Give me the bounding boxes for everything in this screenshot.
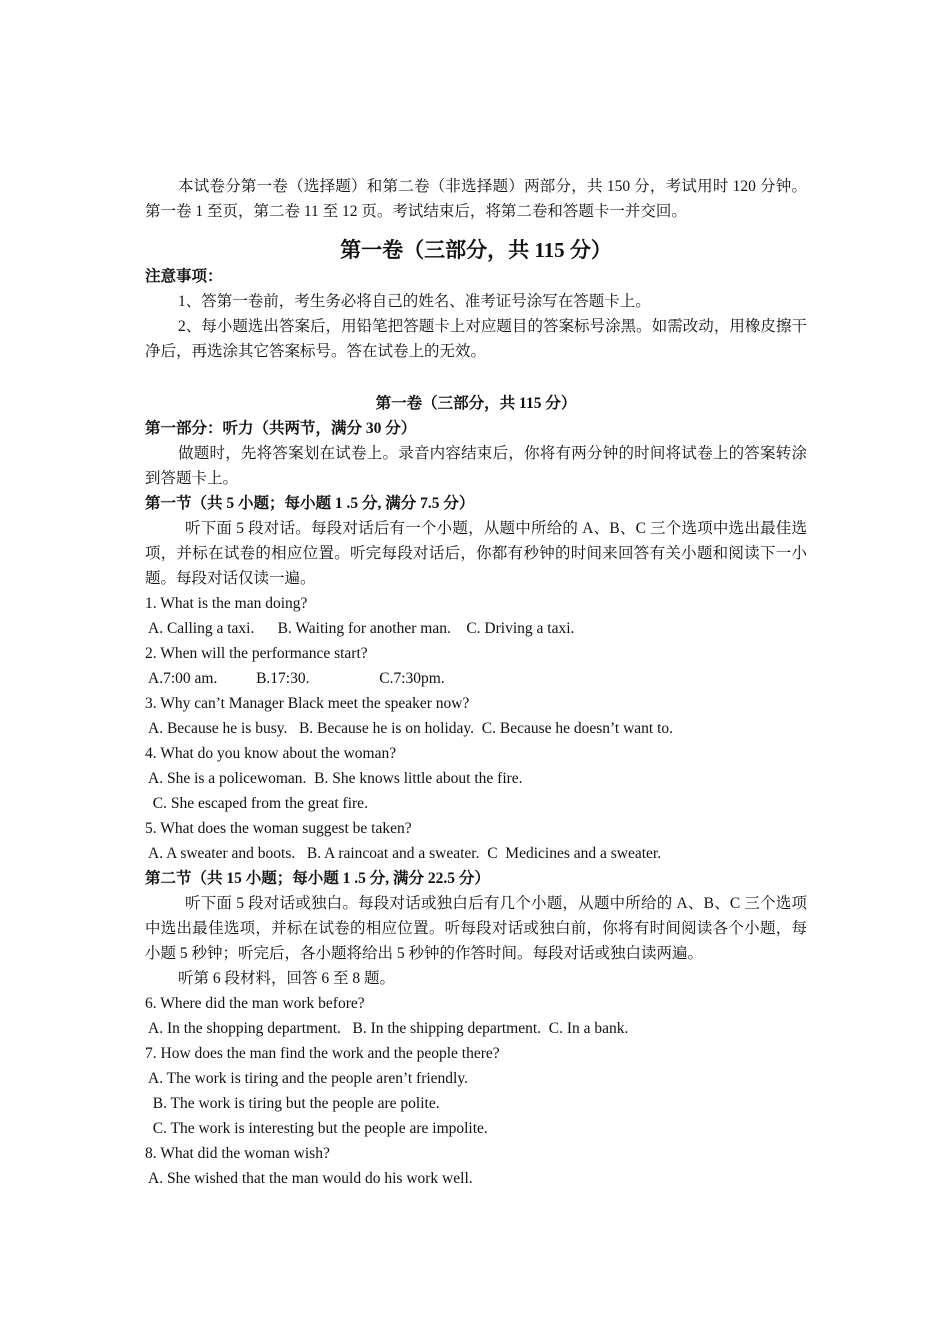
- exam-page: [145, 174, 807, 1191]
- question-2-options: A.7:00 am. B.17:30. C.7:30pm.: [145, 670, 445, 687]
- question-1: 1. What is the man doing?: [145, 595, 308, 612]
- section1-instruction: 听下面 5 段对话。每段对话后有一个小题，从题中所给的 A、B、C 三个选项中选出最佳选项，并标在试卷的相应位置。听完每段对话后，你都有秒钟的时间来回答有关小题和阅读下一小题。每段对话仅读一遍。: [145, 520, 807, 587]
- question-4-options-line-1: A. She is a policewoman. B. She knows little about the fire.: [145, 770, 523, 787]
- section1-questions: [145, 591, 807, 866]
- question-8-option-a: A. She wished that the man would do his work well.: [145, 1170, 473, 1187]
- question-4: 4. What do you know about the woman?: [145, 745, 397, 762]
- question-7-option-c: C. The work is interesting but the people are impolite.: [145, 1120, 488, 1137]
- question-8: 8. What did the woman wish?: [145, 1145, 330, 1162]
- notice-item-2: 2、每小题选出答案后，用铅笔把答题卡上对应题目的答案标号涂黑。如需改动，用橡皮擦干净后，再选涂其它答案标号。答在试卷上的无效。: [145, 318, 807, 360]
- part1-instruction: 做题时，先将答案划在试卷上。录音内容结束后，你将有两分钟的时间将试卷上的答案转涂到答题卡上。: [145, 445, 807, 487]
- sub-title: 第一卷（三部分，共 115 分）: [375, 395, 577, 412]
- notice-heading: 注意事项：: [145, 268, 223, 285]
- main-title: 第一卷（三部分，共 115 分）: [340, 238, 612, 262]
- section2-questions: [145, 991, 807, 1191]
- question-5-options: A. A sweater and boots. B. A raincoat and a sweater. C Medicines and a sweater.: [145, 845, 662, 862]
- section2-instruction: 听下面 5 段对话或独白。每段对话或独白后有几个小题，从题中所给的 A、B、C 三个选项中选出最佳选项，并标在试卷的相应位置。听每段对话或独白前，你将有时间阅读各个小题，每小题 5 秒钟；听完后，各小题将给出 5 秒钟的作答时间。每段对话或独白读两遍。: [145, 895, 807, 962]
- question-5: 5. What does the woman suggest be taken?: [145, 820, 412, 837]
- intro-paragraph: 本试卷分第一卷（选择题）和第二卷（非选择题）两部分，共 150 分，考试用时 120 分钟。第一卷 1 至页，第二卷 11 至 12 页。考试结束后，将第二卷和答题卡一并交回。: [145, 178, 807, 220]
- section1-heading: 第一节（共 5 小题；每小题 1 .5 分, 满分 7.5 分）: [145, 495, 475, 512]
- question-7: 7. How does the man find the work and the people there?: [145, 1045, 500, 1062]
- question-6-options: A. In the shopping department. B. In the shipping department. C. In a bank.: [145, 1020, 629, 1037]
- question-3-options: A. Because he is busy. B. Because he is on holiday. C. Because he doesn’t want to.: [145, 720, 674, 737]
- section2-heading: 第二节（共 15 小题；每小题 1 .5 分, 满分 22.5 分）: [145, 870, 490, 887]
- notice-item-1: 1、答第一卷前，考生务必将自己的姓名、准考证号涂写在答题卡上。: [178, 293, 651, 310]
- question-7-option-b: B. The work is tiring but the people are polite.: [145, 1095, 440, 1112]
- question-1-options: A. Calling a taxi. B. Waiting for another man. C. Driving a taxi.: [145, 620, 575, 637]
- question-6: 6. Where did the man work before?: [145, 995, 365, 1012]
- question-2: 2. When will the performance start?: [145, 645, 368, 662]
- question-3: 3. Why can’t Manager Black meet the speaker now?: [145, 695, 470, 712]
- question-4-options-line-2: C. She escaped from the great fire.: [145, 795, 368, 812]
- part1-heading: 第一部分：听力（共两节，满分 30 分）: [145, 420, 417, 437]
- material-note: 听第 6 段材料，回答 6 至 8 题。: [178, 970, 396, 987]
- question-7-option-a: A. The work is tiring and the people aren’t friendly.: [145, 1070, 468, 1087]
